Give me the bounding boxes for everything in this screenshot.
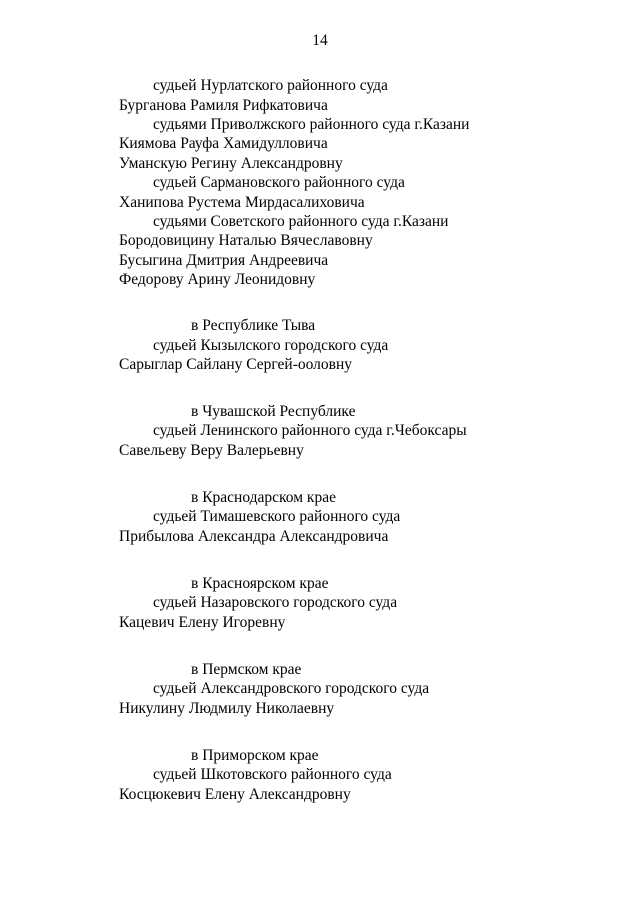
judge-name: Бурганова Рамиля Рифкатовича (119, 97, 328, 114)
judge-name: Уманскую Регину Александровну (119, 155, 343, 172)
court-line: судьей Ленинского районного суда г.Чебоксары (153, 422, 467, 439)
court-line: судьей Назаровского городского суда (153, 594, 398, 611)
judge-name: Сарыглар Сайлану Сергей-ооловну (119, 356, 353, 373)
judge-name: Федорову Арину Леонидовну (119, 271, 316, 288)
court-line: судьей Шкотовского районного суда (153, 766, 392, 783)
judge-name: Косцюкевич Елену Александровну (119, 786, 351, 803)
judge-name: Бородовицину Наталью Вячеславовну (119, 232, 373, 249)
court-line: судьей Тимашевского районного суда (153, 508, 401, 525)
region-heading: в Приморском крае (191, 747, 319, 764)
court-line: судьями Советского районного суда г.Казани (153, 213, 449, 230)
judge-name: Бусыгина Дмитрия Андреевича (119, 252, 329, 269)
court-line: судьей Кызылского городского суда (153, 337, 389, 354)
region-heading: в Пермском крае (191, 661, 302, 678)
region-heading: в Краснодарском крае (191, 489, 336, 506)
region-heading: в Чувашской Республике (191, 403, 356, 420)
court-line: судьей Александровского городского суда (153, 680, 430, 697)
court-line: судьей Нурлатского районного суда (153, 77, 388, 94)
judge-name: Киямова Рауфа Хамидулловича (119, 135, 328, 152)
page-number: 14 (312, 32, 328, 49)
judge-name: Савельеву Веру Валерьевну (119, 442, 304, 459)
region-heading: в Республике Тыва (191, 317, 316, 334)
judge-name: Кацевич Елену Игоревну (119, 614, 286, 631)
region-heading: в Красноярском крае (191, 575, 329, 592)
judge-name: Никулину Людмилу Николаевну (119, 700, 335, 717)
court-line: судьей Сармановского районного суда (153, 174, 405, 191)
court-line: судьями Приволжского районного суда г.Казани (153, 116, 470, 133)
judge-name: Ханипова Рустема Мирдасалиховича (119, 194, 365, 211)
judge-name: Прибылова Александра Александровича (119, 528, 389, 545)
